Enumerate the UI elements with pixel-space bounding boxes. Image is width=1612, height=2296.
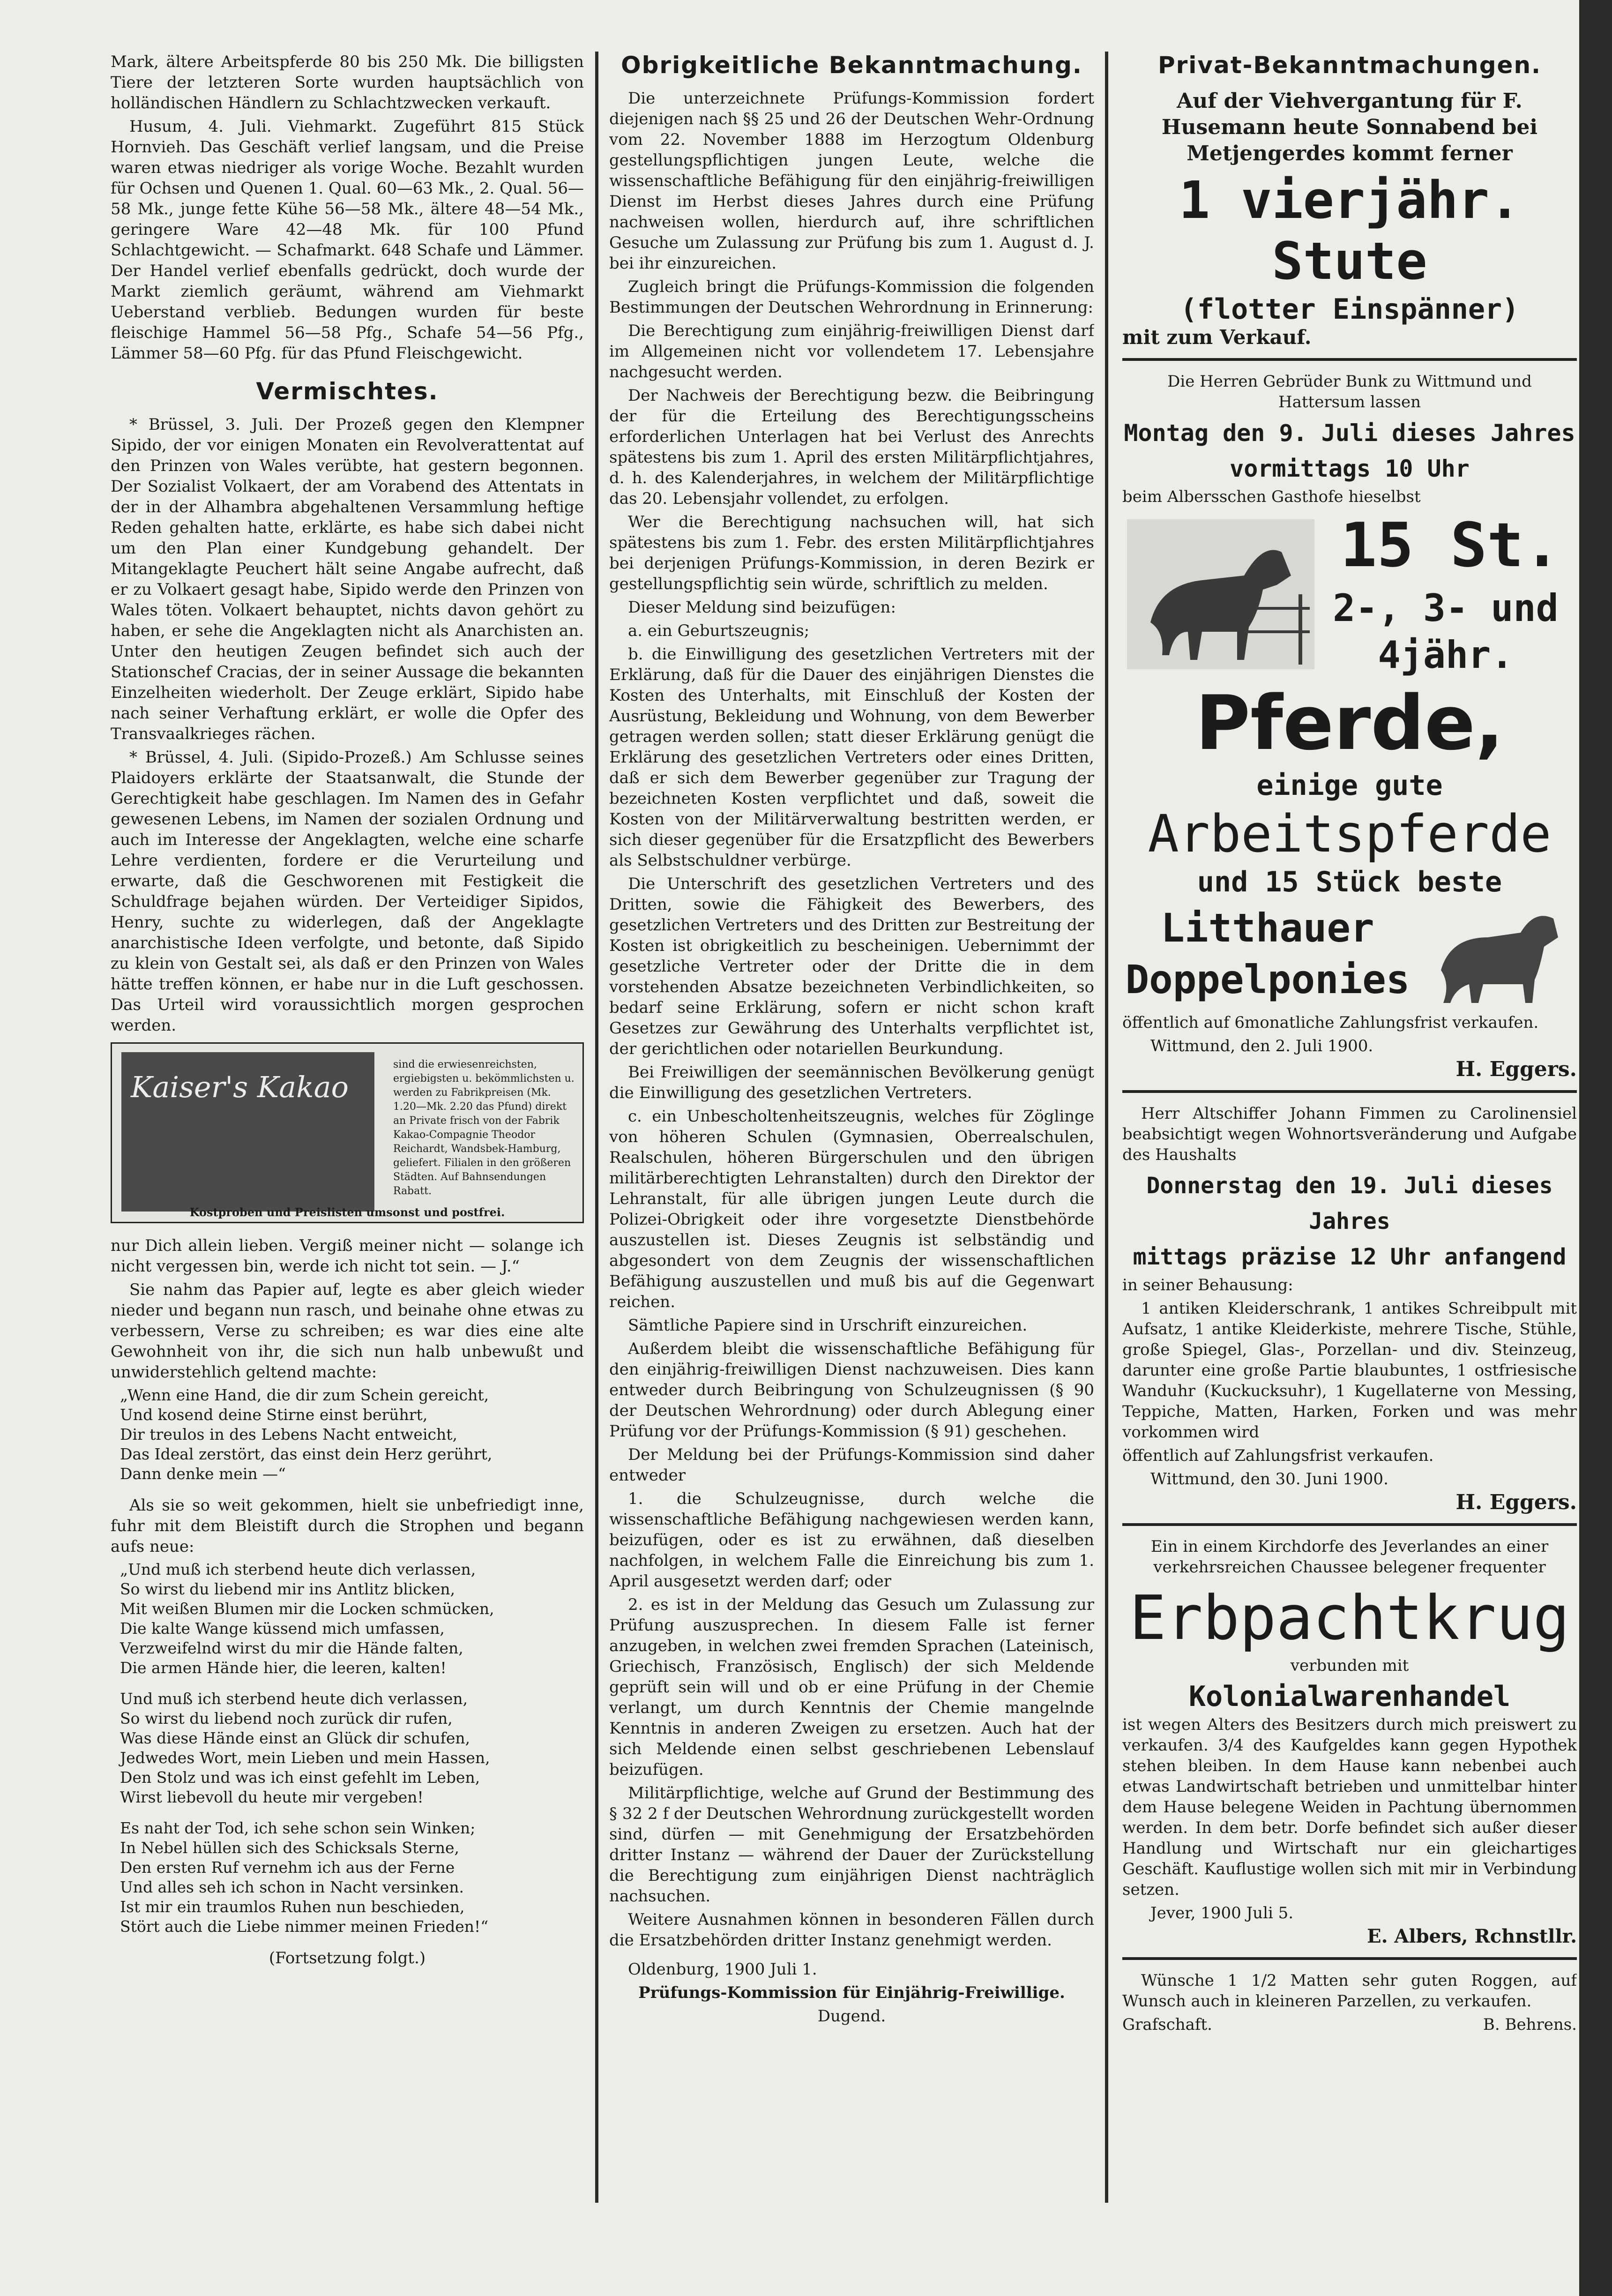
ad-time: mittags präzise 12 Uhr anfangend — [1133, 1244, 1567, 1270]
continued-note: (Fortsetzung folgt.) — [269, 1949, 426, 1967]
verse-line: Mit weißen Blumen mir die Locken schmücken, — [120, 1600, 494, 1618]
verse-line: In Nebel hüllen sich des Schicksals Sterne, — [120, 1839, 459, 1857]
ad-body: ist wegen Alters des Besitzers durch mich preiswert zu verkaufen. 3/4 des Kaufgeldes kann gegen Hypothek stehen bleiben. In dem Hause kann nebenbei auch etwas Landwirtschaft betrieben und unmittelbar hinter dem Hause belegene Weiden in Pachtung übernommen werden. In dem betr. Dorfe befindet sich außer dieser Handlung und Wirtschaft nur ein gleichartiges Geschäft. Kauflustige wollen sich mit mir in Verbindung setzen. — [1122, 1715, 1577, 1899]
ad-count: 15 St. — [1340, 509, 1560, 581]
poem-stanza — [111, 1385, 584, 1484]
verse-line: Und alles seh ich schon in Nacht versinken. — [120, 1878, 464, 1896]
horse-illustration-box — [1122, 510, 1577, 679]
poem-stanza — [111, 1818, 584, 1937]
verse-line: Ist mir ein traumlos Ruhen nun beschieden, — [120, 1898, 465, 1916]
ad-date-line: Wittmund, den 30. Juni 1900. — [1150, 1470, 1388, 1488]
story-text: Sie nahm das Papier auf, legte es aber gleich wieder nieder und begann nun rasch, und beinahe ohne etwas zu verbessern, Verse zu schreiben; es war dies eine alte Gewohnheit von ihr, die sich nun halb unbewußt und unwiderstehlich geltend machte: — [111, 1280, 584, 1382]
notice-paragraph: Zugleich bringt die Prüfungs-Kommission die folgenden Bestimmungen der Deutschen Wehrordnung in Erinnerung: — [609, 277, 1094, 317]
notice-paragraph: Wer die Berechtigung nachsuchen will, hat sich spätestens bis zum 1. Febr. des ersten Militärpflichtjahres bei derjenigen Prüfungs-Kommission, in deren Bezirk er gestellungspflichtig sein würde, schriftlich zu melden. — [609, 513, 1094, 593]
news-item: * Brüssel, 3. Juli. Der Prozeß gegen den Klempner Sipido, der vor einigen Monaten ein Revolverattentat auf den Prinzen von Wales verübte, hat gestern begonnen. Der Sozialist Volkaert, der am Vorabend des Attentats in der in der Alhambra abgehaltenen Versammlung heftige Reden gehalten hatte, erklärte, es habe sich dabei nicht um den Plan einer Kundgebung gehandelt. Der Mitangeklagte Peuchert hält seine Angabe aufrecht, daß er zu Volkaert gesagt habe, Sipido werde den Prinzen von Wales töten. Volkaert behauptet, nichts davon gehört zu haben, er sehe die Angeklagten nicht als Anarchisten an. Unter den heutigen Zeugen befindet sich auch der Stationschef Cracias, der in seiner Aussage die bekannten Einzelheiten wiederholt. Der Zeuge erklärt, Sipido habe nach seiner Verhaftung erklärt, er wolle die Opfer des Transvaalkrieges rächen. — [111, 415, 584, 743]
ad-divider — [1122, 1090, 1577, 1093]
notice-paragraph: Sämtliche Papiere sind in Urschrift einzureichen. — [628, 1316, 1028, 1335]
verse-line: Was diese Hände einst an Glück dir schufen, — [120, 1729, 470, 1747]
ad-divider — [1122, 358, 1577, 361]
story-text: nur Dich allein lieben. Vergiß meiner nicht — solange ich nicht vergessen bin, werde ich nicht tot sein. — J.“ — [111, 1236, 584, 1276]
advert-footer: Kostproben und Preislisten umsonst und postfrei. — [189, 1205, 505, 1219]
ad-roggen — [1122, 1970, 1577, 2038]
notice-paragraph: a. ein Geburtszeugnis; — [628, 621, 810, 640]
notice-paragraph: 1. die Schulzeugnisse, durch welche die wissenschaftliche Befähigung nachgewiesen werden kann, beizufügen, oder es ist zu erwähnen, daß dieselben nachfolgen, in welchem Falle die Einreichung bis zum 1. April ausgesetzt werden darf; oder — [609, 1489, 1094, 1591]
ad-intro: Herr Altschiffer Johann Fimmen zu Carolinensiel beabsichtigt wegen Wohnortsveränderung und Aufgabe des Haushalts — [1122, 1104, 1577, 1164]
ponies-row — [1122, 900, 1577, 1012]
verse-line: „Und muß ich sterbend heute dich verlassen, — [120, 1560, 476, 1578]
notice-signature: Prüfungs-Kommission für Einjährig-Freiwillige. — [638, 1983, 1065, 2002]
ad-place: in seiner Behausung: — [1122, 1276, 1293, 1294]
ad-signature: H. Eggers. — [1455, 1490, 1577, 1514]
ad-date-line: Wittmund, den 2. Juli 1900. — [1150, 1037, 1373, 1055]
ad-date-line: Jever, 1900 Juli 5. — [1150, 1904, 1294, 1922]
ad-text: Wünsche 1 1/2 Matten sehr guten Roggen, auf Wunsch auch in kleineren Parzellen, zu verkaufen. — [1122, 1971, 1577, 2011]
notice-paragraph: Weitere Ausnahmen können in besonderen Fällen durch die Ersatzbehörden dritter Instanz genehmigt werden. — [609, 1910, 1094, 1950]
ad-ages: 2-, 3- und 4jähr. — [1333, 586, 1559, 677]
column-1 — [111, 52, 584, 1971]
notice-paragraph: Bei Freiwilligen der seemännischen Bevölkerung genügt die Einwilligung des gesetzlichen Vertreters. — [609, 1063, 1094, 1102]
ad-footer-row — [1122, 2014, 1577, 2038]
verse-line: Die kalte Wange küssend mich umfassen, — [120, 1619, 445, 1638]
ad-erbpachtkrug — [1122, 1536, 1577, 1947]
verse-line: Die armen Hände hier, die leeren, kalten! — [120, 1659, 447, 1677]
notice-paragraph: Der Nachweis der Berechtigung bezw. die Beibringung der für die Erteilung des Berechtigungsscheins erforderlichen Unterlagen hat bei Verlust des Anrechts spätestens bis zum 1. April des ersten Militärpflichtjahres, d. h. des Kalenderjahres, in welchem der Militärpflichtige das 20. Lebensjahr vollendet, zu erfolgen. — [609, 386, 1094, 508]
notice-paragraph: 2. es ist in der Meldung das Gesuch um Zulassung zur Prüfung auszusprechen. In diesem Falle ist ferner anzugeben, in welchen zwei fremden Sprachen (Lateinisch, Griechisch, Französisch, Englisch) der sich Meldende geprüft sein will und ob er eine Prüfung in der Chemie verlangt, um durch Kenntnis der Chemie mangelnde Kenntnis in anderen Zweigen zu ersetzen. Auch hat der sich Meldende einen selbst geschriebenen Lebenslauf beizufügen. — [609, 1595, 1094, 1779]
verse-line: Und kosend deine Stirne einst berührt, — [120, 1406, 428, 1424]
ad-ponies: Doppelponies — [1125, 957, 1410, 1002]
ad-place: beim Albersschen Gasthofe hieselbst — [1122, 487, 1421, 506]
ad-terms: öffentlich auf 6monatliche Zahlungsfrist verkaufen. — [1122, 1013, 1539, 1032]
ad-place: Grafschaft. — [1122, 2015, 1212, 2034]
verse-line: Dann denke mein —“ — [120, 1465, 286, 1483]
ad-auction — [1122, 1103, 1577, 1513]
notice-paragraph: Dieser Meldung sind beizufügen: — [628, 598, 896, 617]
ad-pferde-word: Pferde, — [1195, 679, 1504, 767]
ad-items: 1 antiken Kleiderschrank, 1 antikes Schreibpult mit Aufsatz, 1 antike Kleiderkiste, mehrere Tische, Stühle, große Spiegel, Glas-, Porzellan- und div. Steinzeug, darunter eine große Partie blaubuntes, 1 ostfriesische Wanduhr (Kuckucksuhr), 1 Kugellaterne von Messing, Teppiche, Matten, Harken, Forken und was mehr vorkommen wird — [1122, 1299, 1577, 1442]
notice-paragraph: Die Unterschrift des gesetzlichen Vertreters und des Dritten, sowie die Fähigkeit des Bewerbers, des gesetzlichen Vertreters und des Dritten zur Bestreitung der Kosten ist obrigkeitlich zu bescheinigen. Uebernimmt der gesetzliche Vertreter oder der Dritte die in dem vorstehenden Absatze bezeichneten Verbindlichkeiten, so bedarf seine Erklärung, sofern er nicht schon kraft Gesetzes zur Gewährung des Unterhalts verpflichtet ist, der gerichtlichen oder notariellen Beurkundung. — [609, 875, 1094, 1058]
ad-headline: 1 vierjähr. Stute — [1179, 170, 1521, 291]
news-item: * Brüssel, 4. Juli. (Sipido-Prozeß.) Am Schlusse seines Plaidoyers erklärte der Staatsanwalt, die Stunde der Gerechtigkeit habe geschlagen. Im Namen des in Gefahr gewesenen Lebens, im Namen der sozialen Ordnung und auch im Interesse der Angeklagten, welche eine scharfe Lehre verdienten, fordere er die Verurteilung und erwarte, daß die Geschworenen mit Festigkeit die Schuldfrage bejahen würden. Der Verteidiger Sipidos, Henry, suchte zu widerlegen, daß der Angeklagte anarchistische Ideen verfolgte, und betonte, daß Sipido zu klein von Gestalt sei, als daß er den Prinzen von Wales hätte treffen können, er habe nur in die Luft geschossen. Das Urteil wird voraussichtlich morgen gesprochen werden. — [111, 748, 584, 1035]
verse-line: Wirst liebevoll du heute mir vergeben! — [120, 1788, 424, 1806]
pony-icon — [1422, 900, 1572, 1008]
verse-line: Stört auch die Liebe nimmer meinen Frieden!“ — [120, 1917, 489, 1936]
verse-line: Jedwedes Wort, mein Lieben und mein Hassen, — [120, 1749, 490, 1767]
verse-line: Den Stolz und was ich einst gefehlt im Leben, — [120, 1768, 480, 1787]
verse-line: So wirst du liebend noch zurück dir rufen, — [120, 1709, 453, 1728]
column-2 — [609, 52, 1094, 2029]
verse-line: Verzweifelnd wirst du mir die Hände falten, — [120, 1639, 463, 1657]
ad-with: verbunden mit — [1290, 1656, 1409, 1675]
advert-text: sind die erwiesenreichsten, ergiebigsten u. bekömmlichsten u. werden zu Fabrikpreisen (Mk. 1.20—Mk. 2.20 das Pfund) direkt an Private frisch von der Fabrik Kakao-Compagnie Theodor Reichardt, Wandsbek-Hamburg, geliefert. Filialen in den größeren Städten. Auf Bahnsendungen Rabatt. — [393, 1059, 575, 1197]
notice-paragraph: Militärpflichtige, welche auf Grund der Bestimmung des § 32 2 f der Deutschen Wehrordnung zurückgestellt worden sind, dürfen — mit Genehmigung der Ersatzbehörden dritter Instanz — während der Dauer der Zurückstellung die Berechtigung zum einjährigen Dienst nachträglich nachsuchen. — [609, 1784, 1094, 1906]
ad-divider — [1122, 1523, 1577, 1526]
ad-date: Montag den 9. Juli dieses Jahres — [1124, 419, 1575, 447]
ad-intro: Ein in einem Kirchdorfe des Jeverlandes an einer verkehrsreichen Chaussee belegener frequenter — [1150, 1537, 1549, 1577]
ad-subline: (flotter Einspänner) — [1180, 293, 1519, 326]
ad-pferde — [1122, 371, 1577, 1080]
ad-terms: öffentlich auf Zahlungsfrist verkaufen. — [1122, 1446, 1434, 1465]
ad-and: und 15 Stück beste — [1197, 866, 1502, 898]
market-report: Mark, ältere Arbeitspferde 80 bis 250 Mk. Die billigsten Tiere der letzteren Sorte wurden hauptsächlich von holländischen Händlern zu Schlachtzwecken verkauft. — [111, 52, 584, 112]
ad-headline: Erbpachtkrug — [1129, 1582, 1570, 1653]
notice-paragraph: Der Meldung bei der Prüfungs-Kommission sind daher entweder — [609, 1445, 1094, 1485]
notice-paragraph: b. die Einwilligung des gesetzlichen Vertreters mit der Erklärung, daß für die Dauer des einjährigen Dienstes die Kosten des Unterhalts, mit Einschluß der Kosten der Ausrüstung, Bekleidung und Wohnung, von dem Bewerber getragen werden sollen; statt dieser Erklärung genügt die Erklärung des gesetzlichen Vertreters oder eines Dritten, daß er sich dem Bewerber gegenüber zur Tragung der bezeichneten Kosten verpflichtet und daß, soweit die Kosten von der Militärverwaltung bestritten werden, er sich dieser gegenüber für die Ersatzpflicht des Bewerbers als Selbstschuldner verbürge. — [609, 645, 1094, 870]
notice-paragraph: Die Berechtigung zum einjährig-freiwilligen Dienst darf im Allgemeinen nicht vor vollendetem 17. Lebensjahre nachgesucht werden. — [609, 322, 1094, 381]
ad-signature: H. Eggers. — [1455, 1057, 1577, 1081]
page-edge — [1579, 0, 1612, 2296]
verse-line: Und muß ich sterbend heute dich verlassen, — [120, 1690, 468, 1708]
poem-stanza — [111, 1560, 584, 1678]
ad-kolonial: Kolonialwarenhandel — [1188, 1680, 1511, 1713]
poem-stanza — [111, 1689, 584, 1807]
ad-arbeit: Arbeitspferde — [1148, 804, 1552, 864]
column-rule — [1105, 52, 1108, 2203]
kakao-advert — [111, 1042, 584, 1223]
section-title: Vermischtes. — [256, 378, 439, 405]
story-text: Als sie so weit gekommen, hielt sie unbefriedigt inne, fuhr mit dem Bleistift durch die Strophen und begann aufs neue: — [111, 1496, 584, 1556]
ad-time: vormittags 10 Uhr — [1230, 455, 1470, 482]
market-report: Husum, 4. Juli. Viehmarkt. Zugeführt 815 Stück Hornvieh. Das Geschäft verlief langsam, und die Preise waren etwas niedriger als vorige Woche. Bezahlt wurden für Ochsen und Quenen 1. Qual. 60—63 Mk., 2. Qual. 56—58 Mk., junge fette Kühe 56—58 Mk., ältere 48—54 Mk., geringere Ware 42—48 Mk. für 100 Pfund Schlachtgewicht. — Schafmarkt. 648 Schafe und Lämmer. Der Handel verlief ebenfalls gedrückt, doch wurde der Markt ziemlich geräumt, während am Viehmarkt Ueberstand verblieb. Bedungen wurden für beste fleischige Hammel 56—58 Pfg., Schafe 54—56 Pfg., Lämmer 58—60 Pfg. für das Pfund Fleischgewicht. — [111, 117, 584, 363]
notice-title: Obrigkeitliche Bekanntmachung. — [621, 52, 1082, 79]
ad-intro: Auf der Viehvergantung für F. Husemann heute Sonnabend bei Metjengerdes kommt ferner — [1161, 89, 1538, 165]
verse-line: Es naht der Tod, ich sehe schon sein Winken; — [120, 1819, 476, 1837]
notice-signer: Dugend. — [817, 2007, 886, 2026]
ad-date: Donnerstag den 19. Juli dieses Jahres — [1146, 1173, 1553, 1234]
ad-some: einige gute — [1256, 769, 1443, 802]
verse-line: Das Ideal zerstört, das einst dein Herz gerührt, — [120, 1445, 493, 1463]
verse-line: So wirst du liebend mir ins Antlitz blicken, — [120, 1580, 455, 1598]
ad-litt: Litthauer — [1161, 905, 1374, 951]
ad-divider — [1122, 1957, 1577, 1960]
ad-stute — [1122, 88, 1577, 348]
ad-intro: Die Herren Gebrüder Bunk zu Wittmund und Hattersum lassen — [1167, 372, 1532, 411]
notice-paragraph: Die unterzeichnete Prüfungs-Kommission fordert diejenigen nach §§ 25 und 26 der Deutschen Wehr-Ordnung vom 22. November 1888 im Herzogtum Oldenburg gestellungspflichtigen jungen Leute, welche die wissenschaftliche Befähigung für den einjährig-freiwilligen Dienst im Herbst dieses Jahres durch eine Prüfung nachweisen wollen, hierdurch auf, ihre schriftlichen Gesuche um Zulassung zur Prüfung bis zum 1. August d. J. bei ihr einzureichen. — [609, 89, 1094, 273]
column-3 — [1122, 52, 1577, 2038]
ads-title: Privat-Bekanntmachungen. — [1157, 52, 1542, 79]
ad-signature: B. Behrens. — [1483, 2015, 1577, 2034]
advert-script: Kaiser's Kakao — [121, 1052, 374, 1212]
notice-paragraph: c. ein Unbescholtenheitszeugnis, welches für Zöglinge von höheren Schulen (Gymnasien, Oberrealschulen, Realschulen, höheren Bürgerschulen und den übrigen militärberechtigten Lehranstalten) durch den Direktor der Lehranstalt, für alle übrigen jungen Leute durch die Polizei-Obrigkeit oder ihre vorgesetzte Dienstbehörde auszustellen ist. Dieses Zeugnis ist selbständig und abgesondert von dem Zeugnis der wissenschaftlichen Befähigung auszustellen und muß bis auf die Gegenwart reichen. — [609, 1107, 1094, 1311]
ad-signature: E. Albers, Rchnstllr. — [1367, 1925, 1577, 1947]
notice-date: Oldenburg, 1900 Juli 1. — [628, 1960, 817, 1979]
horse-icon — [1122, 515, 1319, 674]
verse-line: Dir treulos in des Lebens Nacht entweicht, — [120, 1425, 457, 1443]
ad-end: mit zum Verkauf. — [1122, 326, 1312, 349]
verse-line: Den ersten Ruf vernehm ich aus der Ferne — [120, 1858, 455, 1877]
column-rule — [595, 52, 598, 2203]
verse-line: „Wenn eine Hand, die dir zum Schein gereicht, — [120, 1386, 489, 1404]
notice-paragraph: Außerdem bleibt die wissenschaftliche Befähigung für den einjährig-freiwilligen Dienst nachzuweisen. Dies kann entweder durch Beibringung von Schulzeugnissen (§ 90 der Deutschen Wehrordnung) oder durch Ablegung einer Prüfung vor der Prüfungs-Kommission (§ 91) geschehen. — [609, 1339, 1094, 1441]
